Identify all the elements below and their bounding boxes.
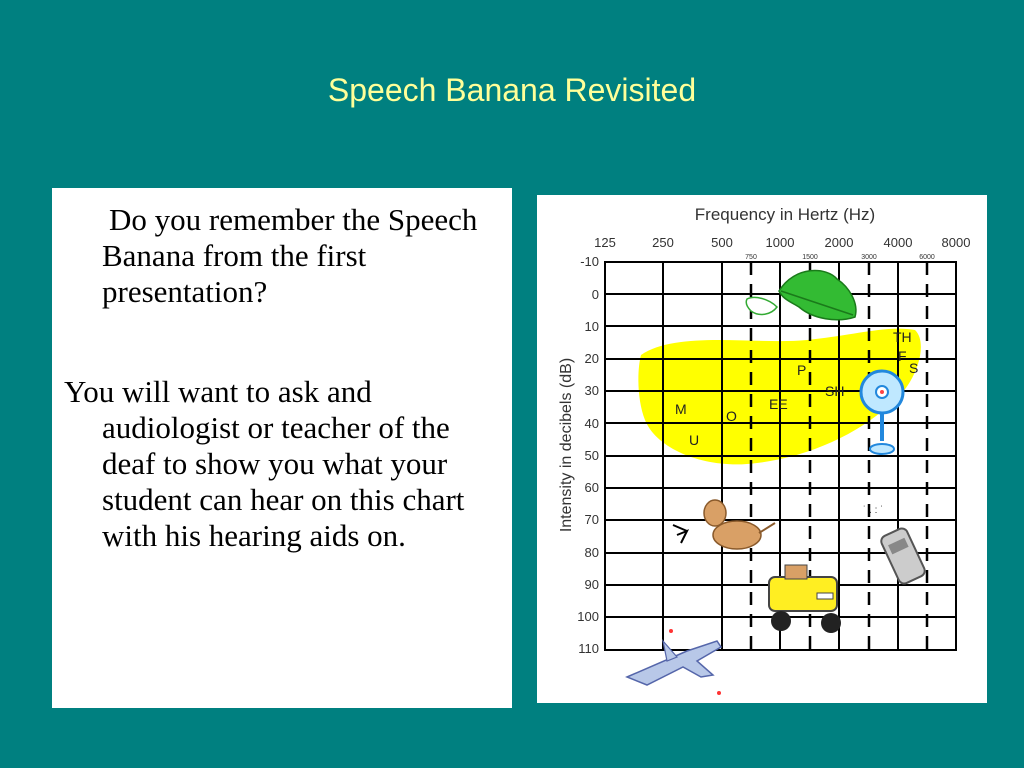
freq-label: 8000 (941, 235, 971, 250)
db-label: 80 (584, 545, 599, 560)
sound-m: M (675, 401, 687, 417)
audiogram-chart (537, 195, 987, 703)
freq-label: 250 (652, 235, 674, 250)
db-label: 20 (584, 351, 599, 366)
db-label: 30 (584, 383, 599, 398)
paragraph-ask-audiologist: You will want to ask and audiologist or teacher of the deaf to show you what your student can hear on this chart with his hearing aids on. (64, 374, 465, 553)
text-box (52, 188, 512, 708)
freq-label: 2000 (824, 235, 854, 250)
db-label: 100 (577, 609, 599, 624)
db-label: 70 (584, 512, 599, 527)
mid-freq-label: 3000 (861, 254, 877, 261)
y-axis-label: Intensity in decibels (dB) (558, 357, 575, 533)
db-label: 60 (584, 480, 599, 495)
freq-label: 500 (711, 235, 733, 250)
paragraph-remember (64, 202, 490, 310)
db-label: 90 (584, 577, 599, 592)
sound-th: TH (893, 329, 912, 345)
sound-ee: EE (769, 396, 788, 412)
freq-label: 1000 (765, 235, 795, 250)
dog-icon (673, 500, 775, 549)
mid-freq-label: 1500 (802, 254, 818, 261)
db-label: 40 (584, 416, 599, 431)
freq-label: 4000 (883, 235, 913, 250)
paragraph-remember-text: Do you remember the Speech Banana from the first presentation? (102, 202, 478, 309)
db-label: 0 (591, 287, 599, 302)
sound-p: P (797, 362, 807, 378)
sound-s: S (909, 360, 919, 376)
sound-u: U (689, 432, 700, 448)
db-label: -10 (580, 254, 599, 269)
sound-sh: SH (825, 383, 845, 399)
db-label: 10 (584, 319, 599, 334)
airplane-icon (627, 629, 721, 695)
slide-title: Speech Banana Revisited (327, 72, 697, 108)
db-label: 50 (584, 448, 599, 463)
sound-o: O (726, 408, 737, 424)
db-label: 110 (578, 641, 599, 656)
freq-label: 125 (594, 235, 616, 250)
sound-f: F (898, 348, 907, 364)
phone-icon (863, 505, 927, 585)
mid-freq-label: 6000 (919, 254, 935, 261)
mid-freq-label: 750 (745, 254, 757, 261)
chart-title: Frequency in Hertz (Hz) (694, 205, 876, 224)
svg-text:˙ . : ˙: ˙ . : ˙ (863, 505, 884, 516)
